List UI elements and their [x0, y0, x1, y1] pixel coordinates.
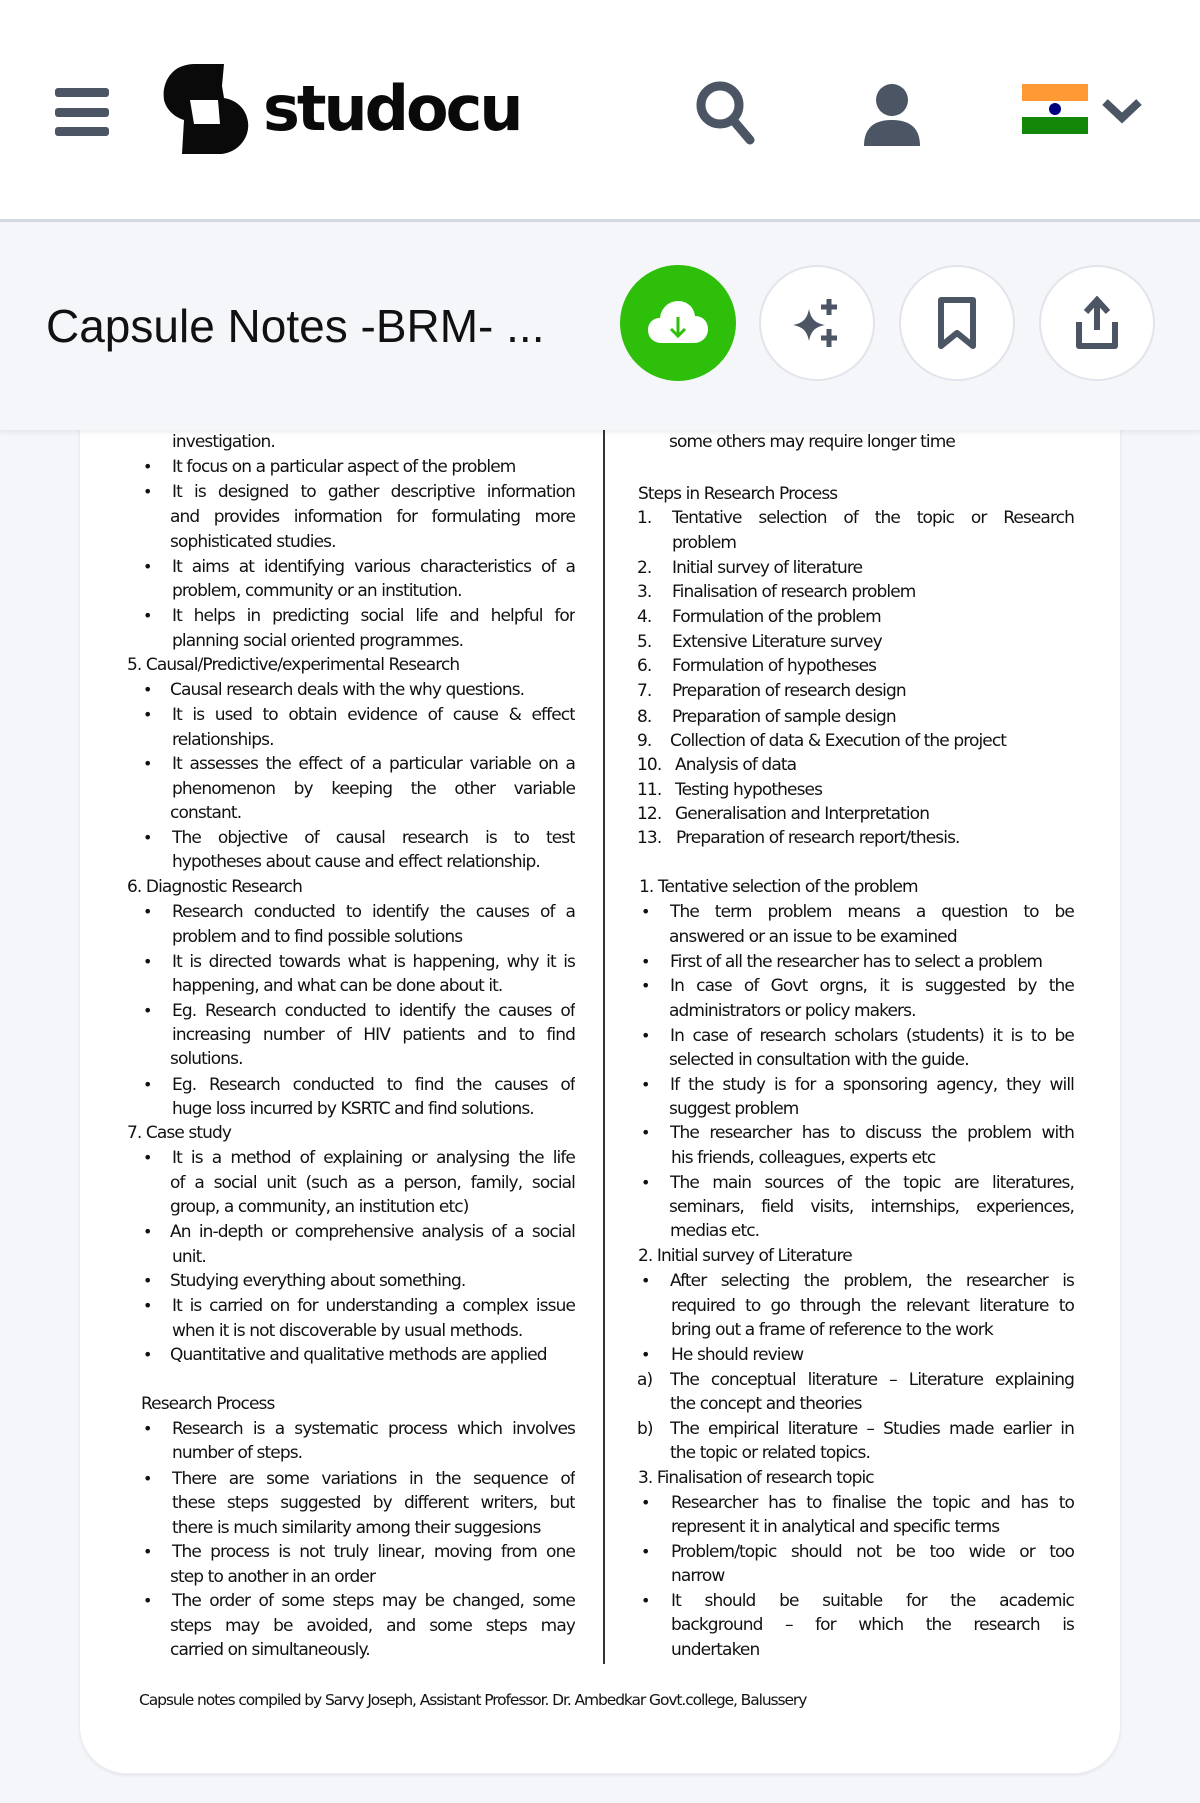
list-number: 11. — [637, 780, 662, 800]
account-button[interactable] — [862, 82, 922, 148]
text-line: answered or an issue to be examined — [669, 927, 957, 947]
bullet-marker: • — [143, 557, 153, 576]
text-line: the concept and theories — [670, 1394, 862, 1414]
bullet-marker: • — [143, 1345, 153, 1364]
text-line: Collection of data & Execution of the project — [670, 731, 1007, 751]
studocu-wordmark: studocu — [263, 72, 521, 145]
text-line: The researcher has to discuss the problem with — [670, 1123, 1074, 1143]
bullet-marker: • — [143, 1222, 153, 1241]
bullet-marker: • — [641, 1271, 651, 1290]
text-line: Problem/topic should not be too wide or too — [671, 1542, 1074, 1562]
text-line: First of all the researcher has to select a problem — [670, 952, 1043, 972]
text-line: Studying everything about something. — [170, 1271, 466, 1291]
text-line: After selecting the problem, the researcher is — [670, 1271, 1074, 1291]
text-line: It helps in predicting social life and helpful for — [172, 606, 575, 626]
text-line: Research conducted to identify the causes of a — [172, 902, 575, 922]
bullet-marker: • — [641, 902, 651, 921]
text-line: Eg. Research conducted to find the causes of — [172, 1075, 575, 1095]
bullet-marker: • — [143, 1296, 153, 1315]
text-line: It is a method of explaining or analysing the life — [172, 1148, 575, 1168]
list-number: 3. — [637, 582, 652, 602]
text-line: required to go through the relevant literature to — [671, 1296, 1074, 1316]
list-number: 2. — [637, 558, 652, 578]
text-line: Finalisation of research problem — [672, 582, 916, 602]
menu-icon-bar — [55, 88, 109, 97]
text-line: undertaken — [671, 1640, 760, 1660]
bullet-marker: • — [641, 1123, 651, 1142]
user-icon — [862, 82, 922, 148]
text-line: It is designed to gather descriptive information — [172, 482, 575, 502]
share-icon — [1073, 296, 1121, 350]
text-line: It aims at identifying various characteristics of a — [172, 557, 575, 577]
text-line: administrators or policy makers. — [669, 1001, 916, 1021]
text-line: group, a community, an institution etc) — [170, 1197, 469, 1217]
section-heading: Research Process — [141, 1394, 275, 1414]
section-heading: 3. Finalisation of research topic — [638, 1468, 874, 1488]
bullet-marker: • — [143, 828, 153, 847]
text-line: phenomenon by keeping the other variable — [172, 779, 575, 799]
bullet-marker: • — [143, 1419, 153, 1438]
bullet-marker: • — [143, 1271, 153, 1290]
text-line: investigation. — [172, 432, 275, 452]
text-line: Testing hypotheses — [675, 780, 823, 800]
search-icon — [694, 78, 756, 146]
list-number: 9. — [637, 731, 652, 751]
list-number: 6. — [637, 656, 652, 676]
text-line: Extensive Literature survey — [672, 632, 882, 652]
text-line: number of steps. — [172, 1443, 303, 1463]
text-line: Quantitative and qualitative methods are applied — [170, 1345, 547, 1365]
text-line: Tentative selection of the topic or Research — [672, 508, 1074, 528]
list-number: 13. — [637, 828, 662, 848]
text-line: Causal research deals with the why questions. — [170, 680, 525, 700]
text-line: Preparation of sample design — [672, 707, 896, 727]
bullet-marker: • — [641, 1542, 651, 1561]
studocu-logo-mark-icon — [160, 64, 256, 156]
menu-icon-bar — [55, 127, 109, 136]
text-line: unit. — [172, 1247, 206, 1267]
india-flag-icon — [1022, 84, 1088, 134]
section-heading: 7. Case study — [127, 1123, 232, 1143]
text-line: carried on simultaneously. — [170, 1640, 370, 1660]
ai-assist-button[interactable] — [759, 265, 875, 381]
text-line: The conceptual literature – Literature explaining — [670, 1370, 1074, 1390]
list-letter: a) — [637, 1370, 653, 1390]
text-line: sophisticated studies. — [170, 532, 336, 552]
bullet-marker: • — [143, 680, 153, 699]
text-line: represent it in analytical and specific terms — [671, 1517, 1000, 1537]
section-heading: 1. Tentative selection of the problem — [639, 877, 918, 897]
text-line: constant. — [170, 803, 242, 823]
bookmark-button[interactable] — [899, 265, 1015, 381]
text-line: medias etc. — [670, 1221, 760, 1241]
cloud-download-icon — [648, 299, 708, 347]
text-line: narrow — [671, 1566, 725, 1586]
text-line: of a social unit (such as a person, family, social — [170, 1173, 575, 1193]
bullet-marker: • — [143, 952, 153, 971]
search-button[interactable] — [694, 78, 756, 146]
text-line: step to another in an order — [170, 1567, 376, 1587]
bullet-marker: • — [143, 606, 153, 625]
bullet-marker: • — [143, 1075, 153, 1094]
list-number: 8. — [637, 707, 652, 727]
text-line: his friends, colleagues, experts etc — [671, 1148, 936, 1168]
bullet-marker: • — [143, 1591, 153, 1610]
bullet-marker: • — [143, 705, 153, 724]
text-line: Preparation of research design — [672, 681, 906, 701]
text-line: planning social oriented programmes. — [172, 631, 464, 651]
text-line: bring out a frame of reference to the work — [671, 1320, 993, 1340]
text-line: when it is not discoverable by usual methods. — [172, 1321, 523, 1341]
text-line: Generalisation and Interpretation — [675, 804, 930, 824]
text-line: The term problem means a question to be — [670, 902, 1074, 922]
text-line: solutions. — [170, 1049, 243, 1069]
text-line: Formulation of hypotheses — [672, 656, 877, 676]
top-navbar — [0, 0, 1200, 222]
text-line: there is much similarity among their suggesions — [172, 1518, 541, 1538]
bullet-marker: • — [641, 1026, 651, 1045]
bullet-marker: • — [641, 1591, 651, 1610]
language-selector[interactable] — [1022, 84, 1156, 136]
bullet-marker: • — [143, 1001, 153, 1020]
studocu-logo[interactable] — [160, 64, 540, 156]
text-line: It should be suitable for the academic — [671, 1591, 1074, 1611]
list-number: 12. — [637, 804, 662, 824]
text-line: Initial survey of literature — [672, 558, 863, 578]
text-line: The empirical literature – Studies made earlier in — [670, 1419, 1074, 1439]
bullet-marker: • — [143, 1542, 153, 1561]
text-line: It is carried on for understanding a complex issue — [172, 1296, 575, 1316]
text-line: Eg. Research conducted to identify the causes of — [172, 1001, 575, 1021]
text-line: the topic or related topics. — [670, 1443, 870, 1463]
text-line: Analysis of data — [675, 755, 797, 775]
section-heading: 2. Initial survey of Literature — [638, 1246, 852, 1266]
text-line: happening, and what can be done about it. — [172, 976, 503, 996]
bullet-marker: • — [641, 1173, 651, 1192]
download-button[interactable] — [620, 265, 736, 381]
bullet-marker: • — [641, 1075, 651, 1094]
text-line: An in-depth or comprehensive analysis of a social — [170, 1222, 575, 1242]
list-number: 10. — [637, 755, 662, 775]
text-line: suggest problem — [669, 1099, 799, 1119]
text-line: The main sources of the topic are literatures, — [670, 1173, 1074, 1193]
text-line: steps may be avoided, and some steps may — [170, 1616, 575, 1636]
menu-icon-bar — [55, 108, 109, 117]
text-line: and provides information for formulating more — [170, 507, 575, 527]
bullet-marker: • — [143, 1148, 153, 1167]
text-line: problem, community or an institution. — [172, 581, 462, 601]
list-number: 4. — [637, 607, 652, 627]
text-line: Research is a systematic process which involves — [172, 1419, 575, 1439]
text-line: huge loss incurred by KSRTC and find solutions. — [172, 1099, 534, 1119]
section-heading: 6. Diagnostic Research — [127, 877, 302, 897]
text-line: problem and to find possible solutions — [172, 927, 463, 947]
text-line: hypotheses about cause and effect relationship. — [172, 852, 540, 872]
bullet-marker: • — [143, 482, 153, 501]
list-letter: b) — [637, 1419, 653, 1439]
text-line: selected in consultation with the guide. — [669, 1050, 969, 1070]
text-line: In case of Govt orgns, it is suggested by the — [670, 976, 1074, 996]
text-line: It focus on a particular aspect of the problem — [172, 457, 516, 477]
bullet-marker: • — [143, 1469, 153, 1488]
bullet-marker: • — [641, 1493, 651, 1512]
list-number: 7. — [637, 681, 652, 701]
text-line: The process is not truly linear, moving from one — [172, 1542, 575, 1562]
column-divider — [603, 430, 605, 1664]
text-line: increasing number of HIV patients and to find — [172, 1025, 575, 1045]
text-line: The order of some steps may be changed, some — [172, 1591, 575, 1611]
share-button[interactable] — [1039, 265, 1155, 381]
text-line: He should review — [671, 1345, 804, 1365]
document-title: Capsule Notes -BRM- ... — [46, 300, 545, 352]
bullet-marker: • — [641, 952, 651, 971]
text-line: background – for which the research is — [671, 1615, 1074, 1635]
text-line: Formulation of the problem — [672, 607, 881, 627]
bullet-marker: • — [143, 902, 153, 921]
list-number: 5. — [637, 632, 652, 652]
section-heading: 5. Causal/Predictive/experimental Research — [127, 655, 460, 675]
text-line: The objective of causal research is to test — [172, 828, 575, 848]
chevron-down-icon — [1101, 97, 1143, 125]
bullet-marker: • — [641, 976, 651, 995]
text-line: It is directed towards what is happening, why it is — [172, 952, 575, 972]
sparkles-icon — [791, 297, 843, 349]
bookmark-icon — [937, 297, 977, 349]
text-line: Researcher has to finalise the topic and has to — [671, 1493, 1074, 1513]
text-line: these steps suggested by different writers, but — [172, 1493, 575, 1513]
text-line: problem — [672, 533, 737, 553]
text-line: It assesses the effect of a particular variable on a — [172, 754, 575, 774]
text-line: relationships. — [172, 730, 274, 750]
document-title-bar — [0, 225, 1200, 430]
text-line: some others may require longer time — [669, 432, 955, 452]
document-footer-note: Capsule notes compiled by Sarvy Joseph, Assistant Professor. Dr. Ambedkar Govt.college, Balussery — [139, 1691, 807, 1709]
text-line: In case of research scholars (students) it is to be — [670, 1026, 1074, 1046]
text-line: If the study is for a sponsoring agency, they will — [670, 1075, 1074, 1095]
bullet-marker: • — [143, 754, 153, 773]
menu-button[interactable] — [55, 88, 109, 136]
list-number: 1. — [637, 508, 652, 528]
text-line: There are some variations in the sequence of — [172, 1469, 575, 1489]
text-line: It is used to obtain evidence of cause & effect — [172, 705, 575, 725]
bullet-marker: • — [143, 457, 153, 476]
bullet-marker: • — [641, 1345, 651, 1364]
text-line: Preparation of research report/thesis. — [676, 828, 960, 848]
text-line: seminars, field visits, internships, experiences, — [669, 1197, 1074, 1217]
section-heading: Steps in Research Process — [638, 484, 838, 504]
